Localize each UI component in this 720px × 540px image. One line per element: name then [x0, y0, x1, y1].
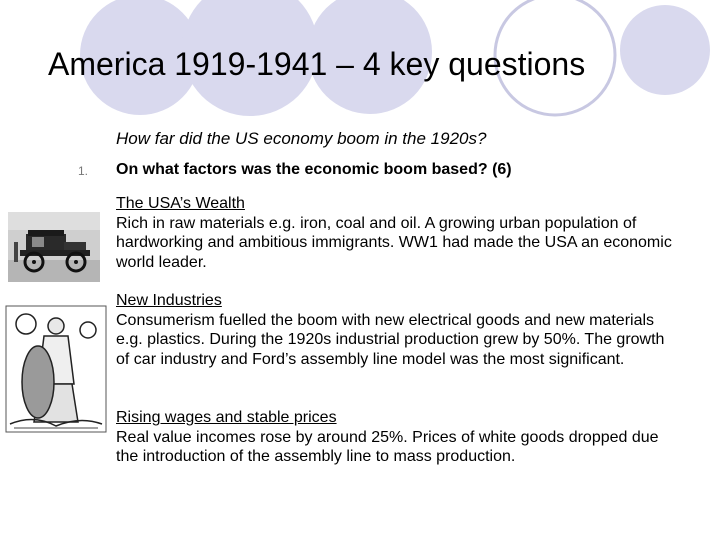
section-heading: New Industries [116, 292, 222, 309]
section-body: Consumerism fuelled the boom with new electrical goods and new materials e.g. plastics. During the 1920s industrial production grew by 50%. The growth of car industry and Ford’s assembly line model was the most significant. [116, 311, 665, 368]
decor-circle-4 [620, 5, 710, 95]
section-heading: The USA’s Wealth [116, 195, 245, 212]
section-heading: Rising wages and stable prices [116, 409, 337, 426]
slide-subtitle: How far did the US economy boom in the 1920s? [116, 129, 487, 148]
section-usa-wealth [116, 194, 676, 272]
section-body: Rich in raw materials e.g. iron, coal and oil. A growing urban population of hardworking and ambitious immigrants. WW1 had made the USA an economic world leader. [116, 214, 672, 271]
vintage-advertisement-illustration [4, 304, 108, 434]
vintage-car-photo [8, 212, 100, 282]
section-rising-wages [116, 408, 676, 467]
section-new-industries [116, 291, 676, 369]
question-text: On what factors was the economic boom based? (6) [116, 161, 512, 178]
slide-title: America 1919-1941 – 4 key questions [48, 46, 586, 82]
question-number: 1. [78, 164, 89, 178]
section-body: Real value incomes rose by around 25%. Prices of white goods dropped due the introduction of the assembly line to mass production. [116, 428, 659, 465]
